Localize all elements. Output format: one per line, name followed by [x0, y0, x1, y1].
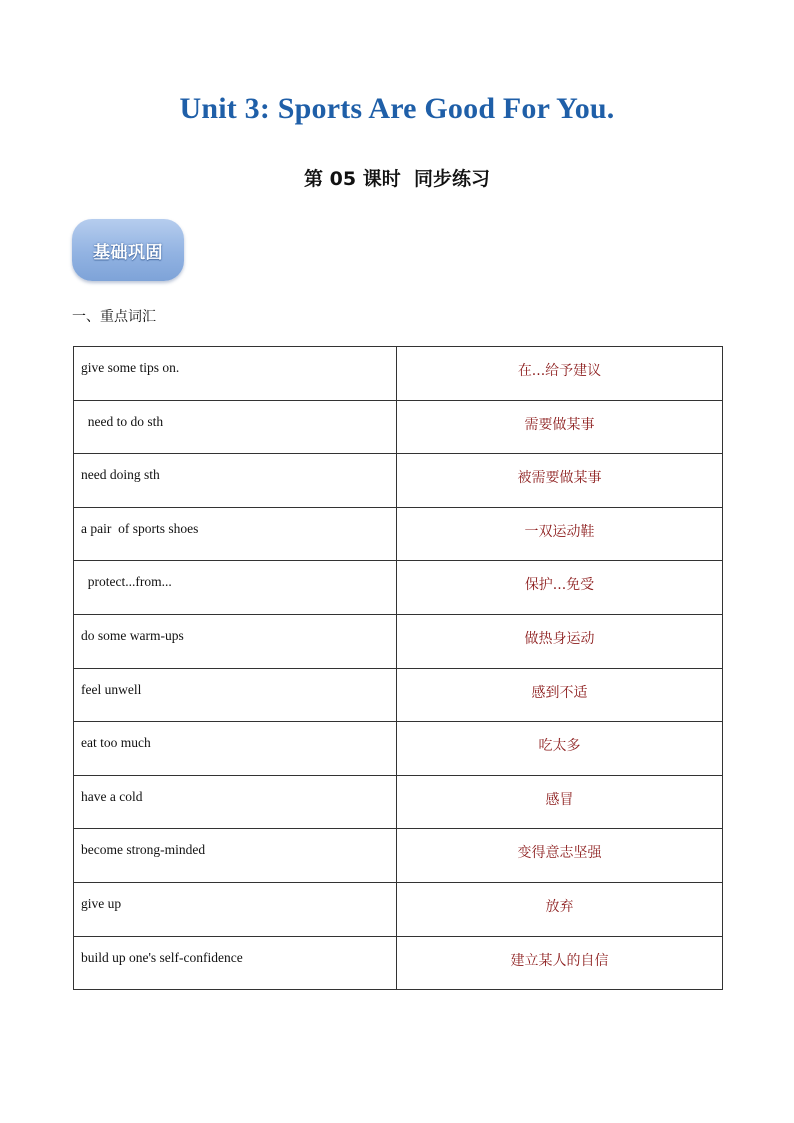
- vocabulary-table: [73, 346, 723, 990]
- table-row: [74, 936, 723, 990]
- chinese-meaning: 保护...免受: [397, 561, 723, 615]
- chinese-meaning: 做热身运动: [397, 614, 723, 668]
- english-phrase: a pair of sports shoes: [74, 507, 397, 561]
- table-row: [74, 882, 723, 936]
- english-phrase: eat too much: [74, 722, 397, 776]
- english-phrase: build up one's self-confidence: [74, 936, 397, 990]
- chinese-meaning: 需要做某事: [397, 400, 723, 454]
- english-phrase: have a cold: [74, 775, 397, 829]
- table-row: [74, 454, 723, 508]
- chinese-meaning: 放弃: [397, 882, 723, 936]
- section-badge: [72, 219, 184, 281]
- chinese-meaning: 在...给予建议: [397, 347, 723, 401]
- english-phrase: feel unwell: [74, 668, 397, 722]
- english-phrase: give some tips on.: [74, 347, 397, 401]
- chinese-meaning: 一双运动鞋: [397, 507, 723, 561]
- lesson-subtitle: 第 05 课时 同步练习: [304, 168, 490, 190]
- table-row: [74, 614, 723, 668]
- chinese-meaning: 被需要做某事: [397, 454, 723, 508]
- table-row: [74, 507, 723, 561]
- chinese-meaning: 吃太多: [397, 722, 723, 776]
- table-row: [74, 829, 723, 883]
- section-heading: 一、重点词汇: [72, 309, 156, 325]
- table-row: [74, 722, 723, 776]
- english-phrase: protect...from...: [74, 561, 397, 615]
- chinese-meaning: 变得意志坚强: [397, 829, 723, 883]
- table-row: [74, 775, 723, 829]
- page-title: Unit 3: Sports Are Good For You.: [179, 92, 615, 125]
- english-phrase: need doing sth: [74, 454, 397, 508]
- section-badge-label: 基础巩固: [93, 242, 163, 263]
- english-phrase: give up: [74, 882, 397, 936]
- chinese-meaning: 感冒: [397, 775, 723, 829]
- english-phrase: need to do sth: [74, 400, 397, 454]
- table-row: [74, 668, 723, 722]
- chinese-meaning: 感到不适: [397, 668, 723, 722]
- table-row: [74, 400, 723, 454]
- chinese-meaning: 建立某人的自信: [397, 936, 723, 990]
- english-phrase: do some warm-ups: [74, 614, 397, 668]
- english-phrase: become strong-minded: [74, 829, 397, 883]
- table-row: [74, 561, 723, 615]
- table-row: [74, 347, 723, 401]
